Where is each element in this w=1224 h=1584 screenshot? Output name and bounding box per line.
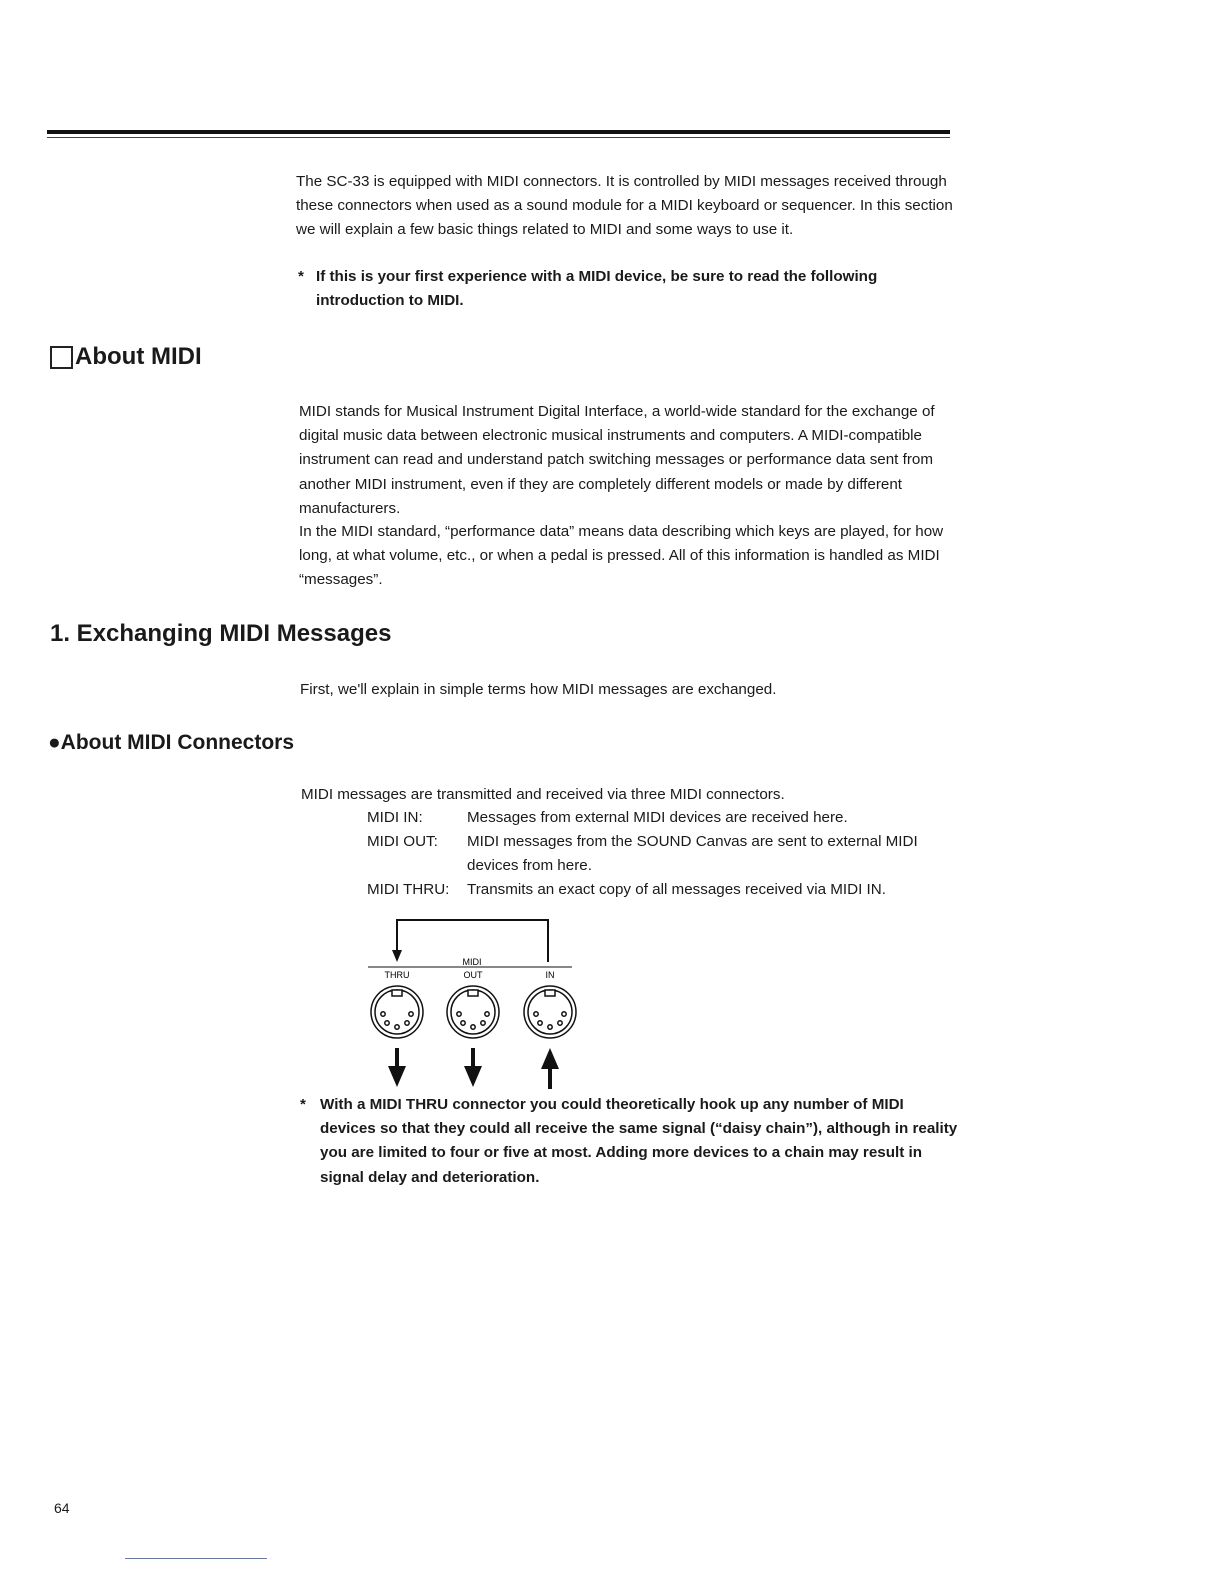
footer-line [125, 1558, 267, 1559]
din-connector-out-icon [447, 986, 499, 1038]
about-midi-heading [50, 343, 202, 371]
midi-connectors-heading: ●About MIDI Connectors [48, 731, 295, 754]
thru-loop-line [397, 920, 548, 962]
definition-term: MIDI THRU: [367, 881, 450, 898]
daisy-chain-note [300, 1093, 960, 1190]
note-asterisk: * [300, 1096, 306, 1113]
definition-desc: Transmits an exact copy of all messages received via MIDI IN. [467, 881, 886, 898]
header-rule-thick [47, 130, 950, 134]
about-midi-paragraph-1: MIDI stands for Musical Instrument Digital Interface, a world-wide standard for the exchange of digital music data between electronic musical instruments and computers. A MIDI-compatible instrument can read and understand patch switching messages or performance data sent from another MIDI instrument, even if they are completely different models or made by different manufacturers. [299, 403, 935, 517]
arrow-up-in-icon [541, 1048, 559, 1089]
definition-term: MIDI OUT: [367, 833, 438, 850]
din-connector-in-icon [524, 986, 576, 1038]
exchanging-midi-paragraph: First, we'll explain in simple terms how MIDI messages are exchanged. [300, 681, 777, 698]
note-text: If this is your first experience with a MIDI device, be sure to read the following introduction to MIDI. [316, 268, 878, 310]
definition-term: MIDI IN: [367, 809, 423, 826]
connector-definitions [367, 806, 967, 902]
definition-midi-out [367, 830, 967, 878]
definition-desc: MIDI messages from the SOUND Canvas are sent to external MIDI devices from here. [467, 833, 918, 874]
arrow-down-thru-icon [388, 1048, 406, 1087]
in-label: IN [545, 970, 555, 980]
about-midi-paragraph-2: In the MIDI standard, “performance data” means data describing which keys are played, for how long, at what volume, etc., or when a pedal is pressed. All of this information is handled as MIDI “messages”. [299, 523, 944, 589]
din-connector-thru-icon [371, 986, 423, 1038]
exchanging-midi-heading: 1. Exchanging MIDI Messages [50, 620, 392, 647]
page-number: 64 [54, 1500, 70, 1516]
midi-connectors-paragraph: MIDI messages are transmitted and received via three MIDI connectors. [301, 786, 785, 803]
thru-label: THRU [384, 970, 410, 980]
arrow-down-out-icon [464, 1048, 482, 1087]
definition-desc: Messages from external MIDI devices are received here. [467, 809, 848, 826]
definition-midi-in [367, 806, 967, 830]
note-text: With a MIDI THRU connector you could theoretically hook up any number of MIDI devices so that they could all receive the same signal (“daisy chain”), although in reality you are limited to four or five at most. Adding more devices to a chain may result in signal delay and deterioration. [320, 1096, 958, 1186]
header-rule-thin [47, 137, 950, 138]
checkbox-square-icon [50, 346, 73, 369]
loop-arrow-head-icon [392, 950, 402, 962]
midi-connectors-diagram [360, 912, 590, 1092]
intro-paragraph: The SC-33 is equipped with MIDI connectors. It is controlled by MIDI messages received through these connectors when used as a sound module for a MIDI keyboard or sequencer. In this section we will explain a few basic things related to MIDI and some ways to use it. [296, 173, 953, 239]
out-label: OUT [463, 970, 483, 980]
midi-group-label: MIDI [462, 957, 482, 967]
about-midi-heading-text: About MIDI [75, 343, 202, 370]
definition-midi-thru [367, 878, 967, 902]
first-experience-note [298, 265, 958, 313]
note-asterisk: * [298, 268, 304, 285]
